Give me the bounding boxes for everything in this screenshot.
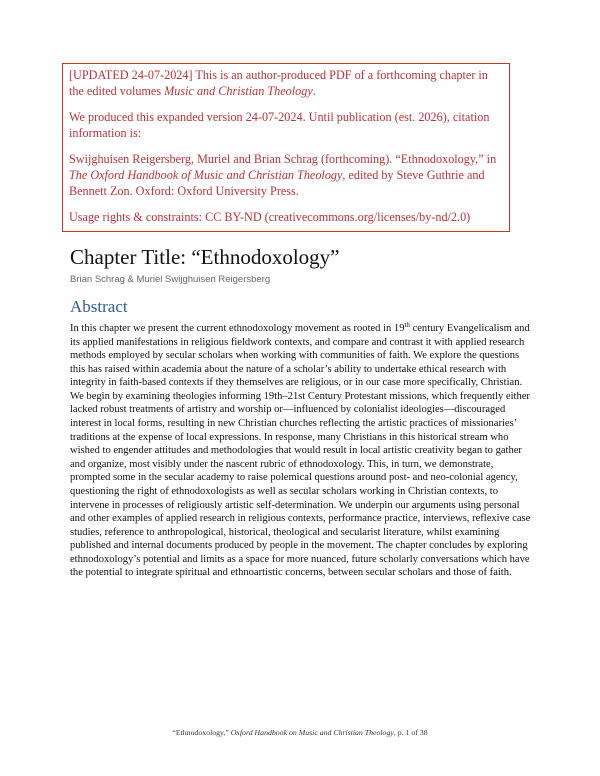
notice-paragraph-version: We produced this expanded version 24-07-2024. Until publication (est. 2026), citation information is:: [69, 110, 490, 140]
footer-handbook-title: Oxford Handbook on Music and Christian Theology: [230, 728, 394, 737]
publication-notice-box: [62, 63, 510, 232]
page-footer: [0, 728, 600, 737]
notice-text: [UPDATED 24-07-2024] This is an author-produced PDF of a forthcoming chapter in the edited volumes: [69, 68, 488, 98]
abstract-text: In this chapter we present the current ethnodoxology movement as rooted in 19: [70, 323, 405, 334]
notice-paragraph-usage-rights: Usage rights & constraints: CC BY-ND (creativecommons.org/licenses/by-nd/2.0): [69, 210, 471, 225]
notice-paragraph-citation: [69, 152, 503, 199]
chapter-authors: Brian Schrag & Muriel Swijghuisen Reigersberg: [70, 274, 271, 285]
notice-text: .: [312, 83, 316, 98]
volume-title: Music and Christian Theology: [164, 83, 313, 98]
footer-page-number: , p. 1 of 38: [393, 728, 428, 737]
abstract-text: century Evangelicalism and its applied manifestations in religious fieldwork contexts, and compare and contrast it with applied research methods employed by secular scholars when working with communities of faith. We explore the questions this has raised within academia about the nature of a scholar’s ability to undertake ethical research with integrity in faith-based contexts if they themselves are religious, or in our case more specifically, Christian. We begin by examining theologies informing 19th–21st Century Protestant missions, which frequently either lacked robust treatments of artistry and worship or—influenced by colonialist ideologies—discouraged interest in local forms, resulting in new Christian churches reflecting the artistic practices of missionaries’ traditions at the expense of local expressions. In response, many Christians in this historical stream who wished to engender attitudes and methodologies that would result in local artistic creativity began to gather and organize, most visibly under the nascent rubric of ethnodoxology. This, in turn, we demonstrate, prompted some in the secular academy to raise polemical questions around post- and neo-colonial agency, questioning the right of ethnodoxologists as well as secular scholars working in Christian contexts, to intervene in processes of religiously artistic self-determination. We underpin our arguments using personal and other examples of applied research in religious contexts, performance practice, interviews, reflexive case studies, reference to anthropological, historical, theological and secularist literature, whilst examining published and internal documents produced by people in the movement. The chapter concludes by exploring ethnodoxology’s potential and limits as a space for more nuanced, future scholarly conversations which have the potential to integrate spiritual and ethnoartistic concerns, between secular scholars and those of faith.: [70, 323, 531, 579]
chapter-title: Chapter Title: “Ethnodoxology”: [70, 245, 340, 269]
notice-paragraph-updated: [69, 68, 503, 99]
citation-text: Swijghuisen Reigersberg, Muriel and Brian Schrag (forthcoming). “Ethnodoxology,” in: [69, 152, 497, 167]
abstract-body: [70, 322, 534, 580]
citation-text: , edited by Steve Guthrie and Bennett Zon. Oxford: Oxford University Press.: [69, 167, 485, 198]
handbook-title: The Oxford Handbook of Music and Christian Theology: [69, 167, 343, 182]
ordinal-superscript: th: [404, 321, 410, 329]
footer-text: “Ethnodoxology,”: [172, 728, 231, 737]
abstract-heading: Abstract: [70, 297, 128, 316]
